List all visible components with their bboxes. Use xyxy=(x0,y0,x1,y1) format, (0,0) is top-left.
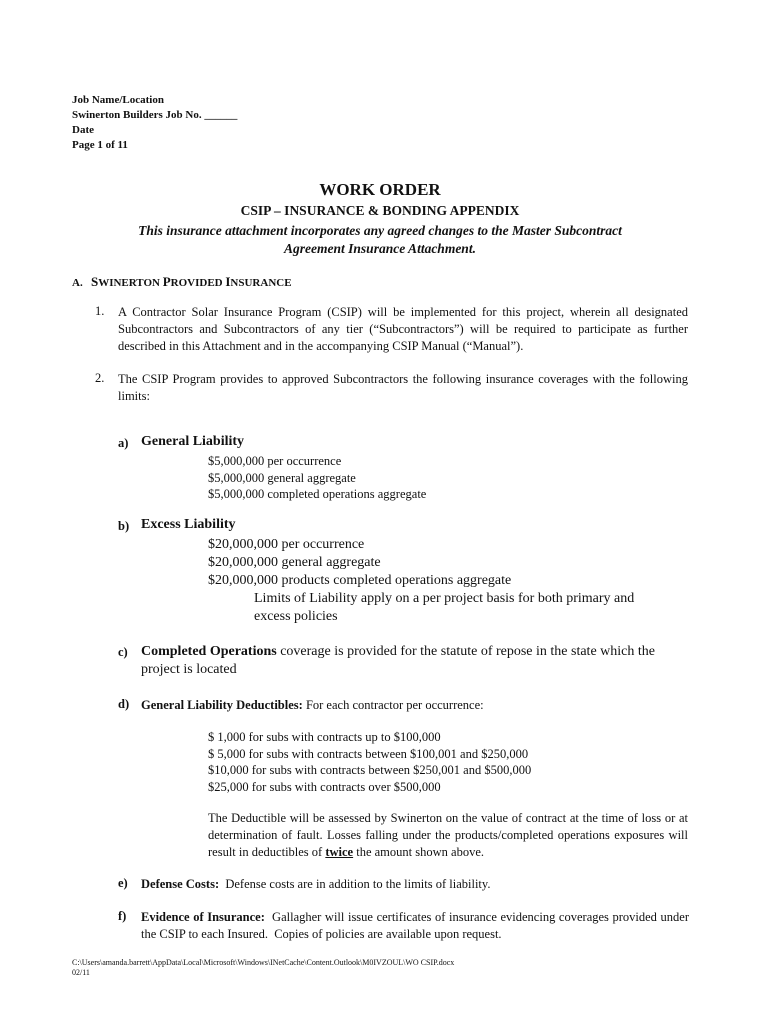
date-field: Date xyxy=(72,124,94,136)
completed-operations-paragraph xyxy=(141,643,689,679)
xl-note-line2: excess policies xyxy=(254,609,338,624)
section-a-initial-2: P xyxy=(162,274,171,289)
xl-limit-occurrence: $20,000,000 per occurrence xyxy=(208,537,365,552)
deductibles-label: d) xyxy=(118,697,130,711)
xl-note-line1: Limits of Liability apply on a per project basis for both primary and xyxy=(254,591,635,606)
section-a-initial-1: S xyxy=(90,274,99,289)
section-a-heading xyxy=(72,274,292,290)
section-a-word-3: NSURANCE xyxy=(230,277,292,289)
xl-limit-aggregate: $20,000,000 general aggregate xyxy=(208,555,381,570)
deductibles-note-before: The Deductible will be assessed by Swinerton on the value of contract at the time of loss or at determination of fault. Losses falling under the products/completed operations exposures will result in deductibles of xyxy=(208,811,688,859)
deductible-row: $ 1,000 for subs with contracts up to $100,000 xyxy=(208,730,441,744)
attachment-note-line1: This insurance attachment incorporates any agreed changes to the Master Subcontract xyxy=(138,223,622,238)
xl-limit-products: $20,000,000 products completed operations aggregate xyxy=(208,573,512,588)
item-2-text: The CSIP Program provides to approved Subcontractors the following insurance coverages with the following limits: xyxy=(118,372,688,403)
section-a-word-2: ROVIDED xyxy=(170,277,223,289)
general-liability-limits xyxy=(208,453,426,503)
footer-file-path: C:\Users\amanda.barrett\AppData\Local\Microsoft\Windows\INetCache\Content.Outlook\M0IVZOUL\WO CSIP.docx xyxy=(72,958,455,967)
excess-liability-title: Excess Liability xyxy=(141,517,236,532)
deductible-row: $ 5,000 for subs with contracts between $100,001 and $250,000 xyxy=(208,746,529,761)
job-number: Swinerton Builders Job No. ______ xyxy=(72,109,238,121)
evidence-paragraph xyxy=(141,909,693,943)
deductibles-note xyxy=(208,810,688,861)
deductibles-table xyxy=(208,729,531,795)
deductibles-note-emphasis: twice xyxy=(325,845,354,859)
deductible-row: $25,000 for subs with contracts over $500,000 xyxy=(208,779,441,794)
deductibles-paragraph xyxy=(141,697,689,714)
deductibles-title: General Liability Deductibles: xyxy=(141,698,303,712)
item-1-number: 1. xyxy=(95,304,105,318)
general-liability-label: a) xyxy=(118,436,129,450)
gl-limit-aggregate: $5,000,000 general aggregate xyxy=(208,470,356,485)
attachment-note-line2: Agreement Insurance Attachment. xyxy=(284,241,476,256)
footer-date: 02/11 xyxy=(72,968,90,977)
section-a-initial-3: I xyxy=(225,274,231,289)
section-a-letter: A. xyxy=(72,277,83,289)
deductible-row: $10,000 for subs with contracts between $250,001 and $500,000 xyxy=(208,763,532,777)
general-liability-title: General Liability xyxy=(141,434,245,449)
deductibles-text: For each contractor per occurrence: xyxy=(302,698,484,712)
defense-costs-paragraph xyxy=(141,876,689,893)
excess-liability-note xyxy=(254,590,634,626)
document-subtitle: CSIP – INSURANCE & BONDING APPENDIX xyxy=(240,203,520,218)
completed-operations-text: coverage is provided for the statute of repose in the state which the project is located xyxy=(141,644,655,677)
page-number: Page 1 of 11 xyxy=(72,139,128,151)
evidence-text: Gallagher will issue certificates of insurance evidencing coverages provided under the CSIP to each Insured. Copies of policies are available upon request. xyxy=(141,910,693,941)
document-title: WORK ORDER xyxy=(319,180,441,199)
defense-costs-text: Defense costs are in addition to the limits of liability. xyxy=(219,877,491,891)
gl-limit-completed-ops: $5,000,000 completed operations aggregate xyxy=(208,487,427,501)
item-1-text: A Contractor Solar Insurance Program (CSIP) will be implemented for this project, wherein all designated Subcontractors and Subcontractors of any tier (“Subcontractors”) will be required to participate as further described in this Attachment and in the accompanying CSIP Manual (“Manual”). xyxy=(118,305,688,353)
defense-costs-label: e) xyxy=(118,876,128,890)
job-name-location: Job Name/Location xyxy=(72,94,164,106)
footer xyxy=(72,958,454,978)
attachment-note xyxy=(72,222,688,258)
section-a-word-1: WINERTON xyxy=(98,277,160,289)
deductibles-note-after: the amount shown above. xyxy=(353,845,484,859)
defense-costs-title: Defense Costs: xyxy=(141,877,220,891)
header-block xyxy=(72,93,237,153)
evidence-label: f) xyxy=(118,909,127,923)
item-2-number: 2. xyxy=(95,371,105,385)
excess-liability-label: b) xyxy=(118,519,130,533)
completed-operations-label: c) xyxy=(118,645,128,659)
evidence-title: Evidence of Insurance: xyxy=(141,910,265,924)
completed-operations-title: Completed Operations xyxy=(141,644,277,659)
gl-limit-occurrence: $5,000,000 per occurrence xyxy=(208,454,342,468)
excess-liability-limits xyxy=(208,536,511,590)
